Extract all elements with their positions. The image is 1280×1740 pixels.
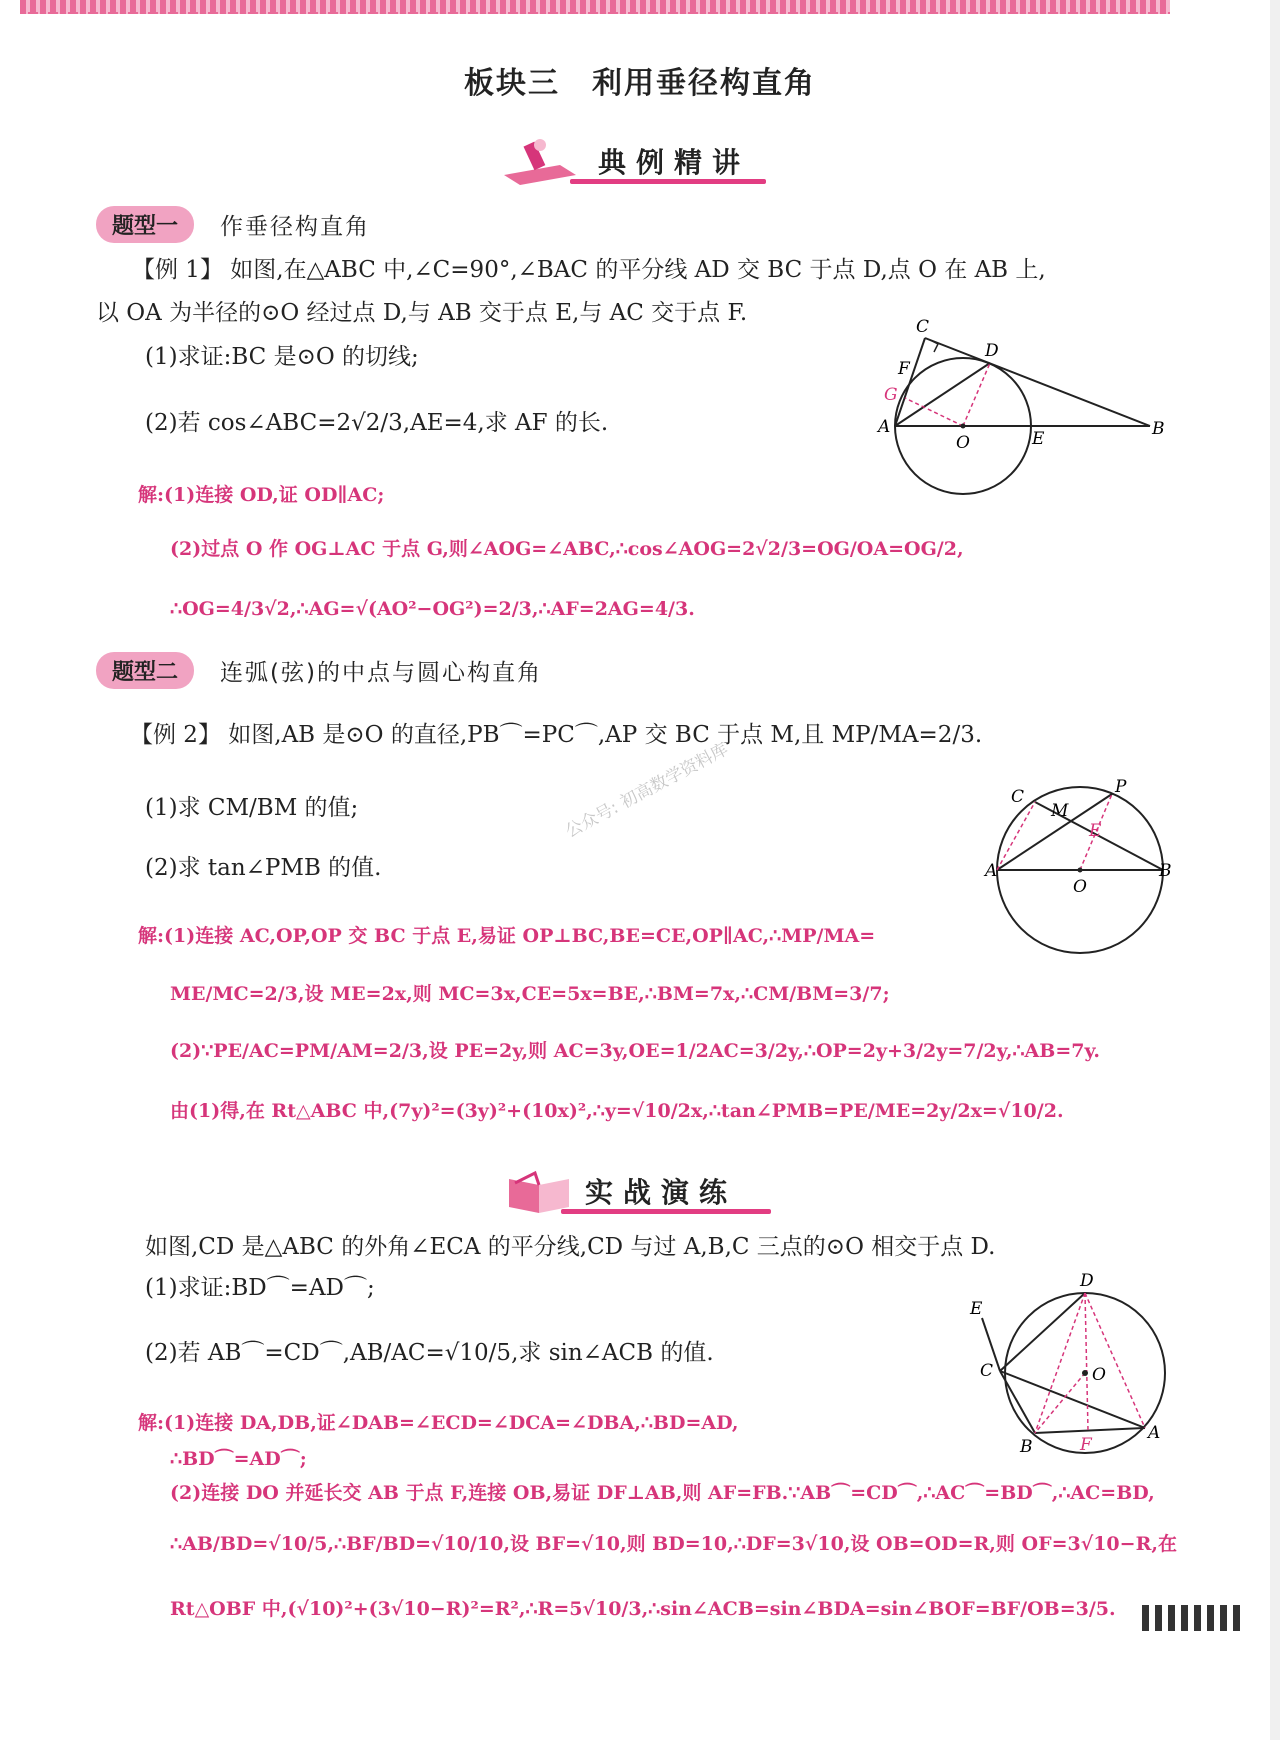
example1-question1: (1)求证:BC 是⊙O 的切线; xyxy=(145,344,419,370)
example1-solution2: (2)过点 O 作 OG⊥AC 于点 G,则∠AOG=∠ABC,∴cos∠AOG=2√2/3=OG/OA=OG/2, xyxy=(170,538,964,560)
banner-label-practice: 实战演练 xyxy=(585,1176,738,1209)
type-one-header xyxy=(96,206,370,242)
fig3-label-F: F xyxy=(1080,1435,1092,1455)
example2-solution1: 解:(1)连接 AC,OP,OP 交 BC 于点 E,易证 OP⊥BC,BE=CE,OP∥AC,∴MP/MA= xyxy=(138,925,876,947)
example2-question2: (2)求 tan∠PMB 的值. xyxy=(145,855,382,881)
fig1-label-F: F xyxy=(898,359,910,379)
fig2-label-O: O xyxy=(1073,877,1087,897)
fig2-label-C: C xyxy=(1011,787,1025,807)
type-two-tag: 题型二 xyxy=(96,652,194,689)
example1-question2: (2)若 cos∠ABC=2√2/3,AE=4,求 AF 的长. xyxy=(145,410,609,436)
example2-solution4: 由(1)得,在 Rt△ABC 中,(7y)²=(3y)²+(10x)²,∴y=√10/2x,∴tan∠PMB=PE/ME=2y/2x=√10/2. xyxy=(170,1100,1064,1122)
example3-solution5: Rt△OBF 中,(√10)²+(3√10−R)²=R²,∴R=5√10/3,∴sin∠ACB=sin∠BDA=sin∠BOF=BF/OB=3/5. xyxy=(170,1598,1116,1620)
type-one-tag: 题型一 xyxy=(96,206,194,243)
example1-line2: 以 OA 为半径的⊙O 经过点 D,与 AB 交于点 E,与 AC 交于点 F. xyxy=(96,300,748,326)
fig1-label-E: E xyxy=(1032,429,1045,449)
example3-solution2: ∴BD⌒=AD⌒; xyxy=(170,1448,307,1470)
barcode-decoration xyxy=(1142,1605,1240,1631)
example2-solution2: ME/MC=2/3,设 ME=2x,则 MC=3x,CE=5x=BE,∴BM=7x,∴CM/BM=3/7; xyxy=(170,983,890,1005)
fig1-label-B: B xyxy=(1152,419,1165,439)
fig3-label-E: E xyxy=(970,1299,983,1319)
fig1-label-C: C xyxy=(916,317,930,337)
example1-solution1: 解:(1)连接 OD,证 OD∥AC; xyxy=(138,484,385,506)
figure-example2 xyxy=(985,777,1175,960)
banner-underline xyxy=(561,1209,771,1214)
fig1-label-G: G xyxy=(884,385,898,405)
example3-solution4: ∴AB/BD=√10/5,∴BF/BD=√10/10,设 BF=√10,则 BD=10,∴DF=3√10,设 OB=OD=R,则 OF=3√10−R,在 xyxy=(170,1533,1177,1555)
fig1-label-O: O xyxy=(956,433,970,453)
example2-solution3: (2)∵PE/AC=PM/AM=2/3,设 PE=2y,则 AC=3y,OE=1/2AC=3/2y,∴OP=2y+3/2y=7/2y,∴AB=7y. xyxy=(170,1040,1100,1062)
banner-label-examples: 典例精讲 xyxy=(598,146,751,179)
example1-line1: 【例 1】 如图,在△ABC 中,∠C=90°,∠BAC 的平分线 AD 交 BC 于点 D,点 O 在 AB 上, xyxy=(132,257,1046,283)
example3-solution3: (2)连接 DO 并延长交 AB 于点 F,连接 OB,易证 DF⊥AB,则 AF=FB.∵AB⌒=CD⌒,∴AC⌒=BD⌒,∴AC=BD, xyxy=(170,1482,1155,1504)
fig1-label-A: A xyxy=(878,417,891,437)
figure-example1 xyxy=(860,317,1165,488)
page-edge xyxy=(1270,0,1280,1740)
fig3-label-B: B xyxy=(1020,1437,1033,1457)
page-title: 板块三 利用垂径构直角 xyxy=(464,66,816,101)
example1-solution3: ∴OG=4/3√2,∴AG=√(AO²−OG²)=2/3,∴AF=2AG=4/3. xyxy=(170,598,695,620)
example2-line1: 【例 2】 如图,AB 是⊙O 的直径,PB⌒=PC⌒,AP 交 BC 于点 M,且 MP/MA=2/3. xyxy=(130,722,983,748)
example2-question1: (1)求 CM/BM 的值; xyxy=(145,795,359,821)
fig2-label-M: M xyxy=(1051,801,1069,821)
fig2-label-E: E xyxy=(1089,821,1102,841)
type-one-title: 作垂径构直角 xyxy=(220,213,371,240)
top-decoration-bar xyxy=(20,0,1170,14)
section-banner-practice xyxy=(505,1165,775,1217)
example3-line1: 如图,CD 是△ABC 的外角∠ECA 的平分线,CD 与过 A,B,C 三点的⊙O 相交于点 D. xyxy=(145,1234,996,1260)
fig3-label-O: O xyxy=(1092,1365,1106,1385)
fig3-label-D: D xyxy=(1080,1271,1094,1291)
type-two-title: 连弧(弦)的中点与圆心构直角 xyxy=(220,659,542,686)
example3-solution1: 解:(1)连接 DA,DB,证∠DAB=∠ECD=∠DCA=∠DBA,∴BD=AD, xyxy=(138,1412,739,1434)
figure-example3 xyxy=(970,1268,1170,1458)
watermark-text: 公众号: 初高数学资料库 xyxy=(562,739,732,843)
banner-underline xyxy=(570,179,766,184)
fig2-label-P: P xyxy=(1115,777,1127,797)
type-two-header xyxy=(96,652,542,688)
example3-question2: (2)若 AB⌒=CD⌒,AB/AC=√10/5,求 sin∠ACB 的值. xyxy=(145,1340,714,1366)
fig3-label-C: C xyxy=(980,1361,994,1381)
fig2-label-A: A xyxy=(985,861,998,881)
fig2-label-B: B xyxy=(1159,861,1172,881)
microscope-icon xyxy=(500,135,580,187)
fig3-label-A: A xyxy=(1148,1423,1161,1443)
example3-question1: (1)求证:BD⌒=AD⌒; xyxy=(145,1275,375,1301)
fig1-label-D: D xyxy=(985,341,999,361)
section-banner-examples xyxy=(500,135,770,187)
